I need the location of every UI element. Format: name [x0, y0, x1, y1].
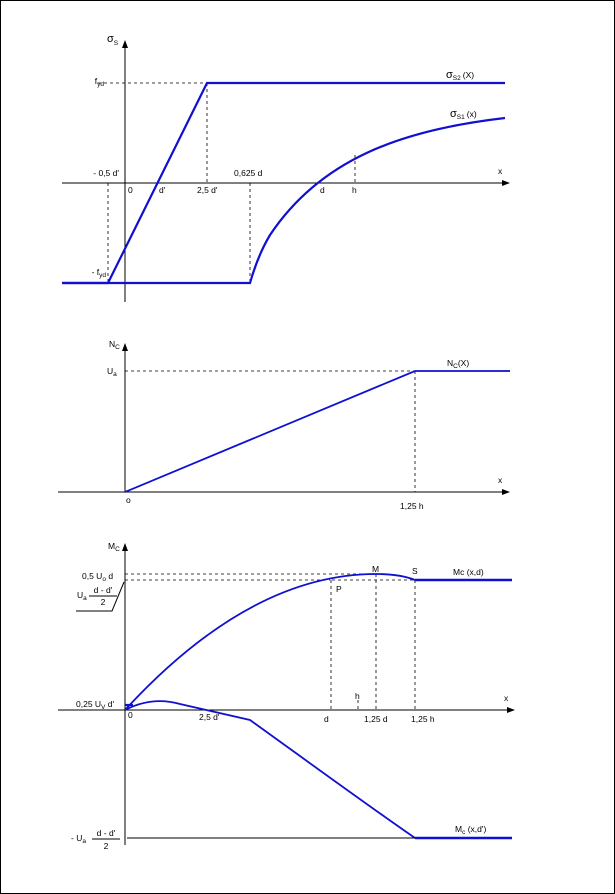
moment-tick-1-25d: 1,25 d: [364, 714, 388, 724]
svg-text:- Ua: - $U_a$: [71, 833, 86, 845]
minus-half-dprime-label: - 0,5 d': [93, 168, 119, 178]
stress-tick-h: h: [352, 185, 357, 195]
svg-text:d - d': d - d': [93, 585, 113, 595]
normal-x-axis-label: x: [498, 475, 503, 485]
ua-label: $U_a$: [107, 366, 117, 378]
quarter-uv-dprime-label: 0,25 $U_V$ d': [76, 699, 115, 711]
normal-x-arrowhead: [502, 489, 510, 495]
panel-normal: [58, 339, 510, 511]
stress-y-arrowhead: [122, 40, 128, 48]
stress-tick-dprime: d': [159, 185, 166, 195]
sigma-s2-label: σS2 (X): [446, 69, 475, 82]
half-uo-d-label: 0,5 $U_o$ d: [82, 571, 114, 583]
normal-tick-origin: o: [126, 495, 131, 505]
stress-x-arrowhead: [502, 180, 510, 186]
stress-y-axis-label: σS: [107, 33, 119, 47]
stress-tick-0-625d: 0,625 d: [234, 168, 263, 178]
moment-tick-2-5dprime: 2,5 d': [199, 712, 220, 722]
point-p-label: P: [336, 584, 342, 594]
fyd-label: $f_{yd}$: [94, 76, 104, 88]
upper-curve-label: Mc (x,d): [453, 567, 484, 577]
moment-tick-1-25h: 1,25 h: [411, 714, 435, 724]
sigma-s1-curve: [62, 118, 505, 283]
moment-tick-0: 0: [128, 710, 133, 720]
lower-curve-label: Mc (x,d'): [455, 824, 487, 836]
normal-curve-label: NC(X): [447, 358, 470, 370]
normal-tick-1-25h: 1,25 h: [400, 501, 424, 511]
moment-y-axis-label: MC: [108, 541, 120, 553]
sigma-s1-label: σS1 (x): [450, 108, 477, 121]
stress-tick-d: d: [320, 185, 325, 195]
minus-fyd-label: - $f_{yd}$: [91, 267, 106, 279]
moment-tick-d: d: [324, 714, 329, 724]
svg-text:Ua: $U_a$: [77, 590, 87, 602]
normal-force-curve: [125, 371, 510, 492]
point-s-label: S: [412, 566, 418, 576]
moment-x-axis-label: x: [504, 693, 509, 703]
point-m-label: M: [372, 564, 380, 574]
panel-stress: [62, 33, 510, 302]
stress-tick-2-5dprime: 2,5 d': [197, 185, 218, 195]
stress-x-axis-label: x: [498, 166, 503, 176]
normal-y-axis-label: NC: [109, 339, 120, 351]
moment-x-arrowhead: [507, 707, 515, 713]
svg-text:d - d': d - d': [96, 828, 116, 838]
minus-ua-frac-label: [71, 828, 120, 851]
ua-frac-label: [76, 582, 124, 611]
moment-tick-h: h: [355, 691, 360, 701]
panel-moment: [58, 541, 515, 851]
svg-text:2: 2: [103, 841, 109, 851]
normal-y-arrowhead: [122, 343, 128, 351]
moment-y-arrowhead: [122, 543, 128, 551]
moment-upper-curve: [125, 574, 415, 710]
stress-tick-0: 0: [128, 185, 133, 195]
svg-text:2: 2: [100, 597, 106, 607]
